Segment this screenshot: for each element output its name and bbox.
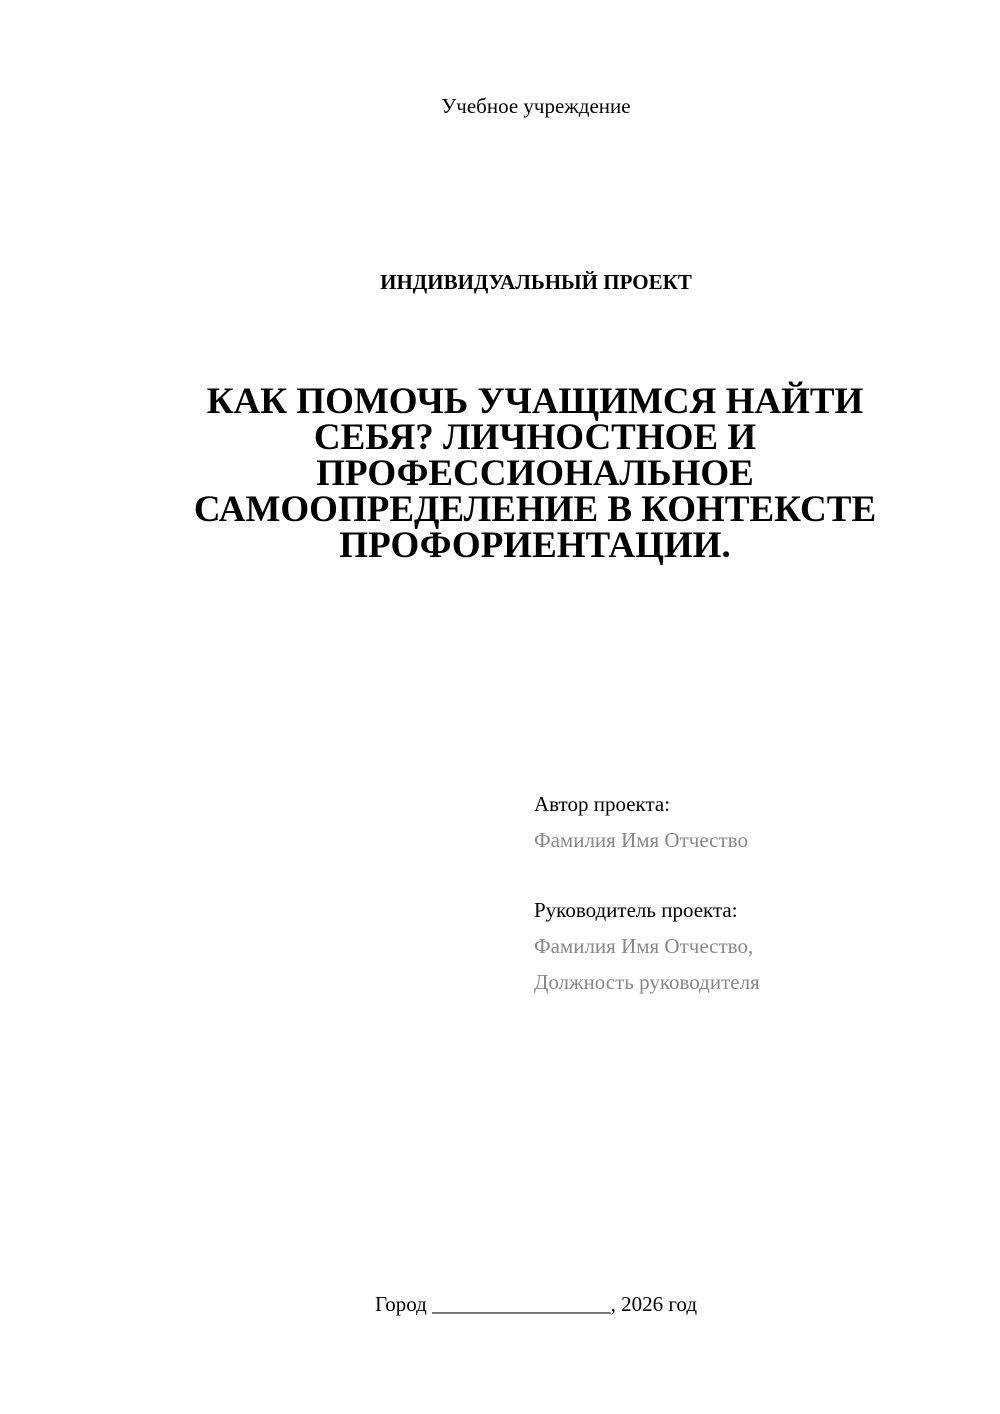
title-line: СЕБЯ? ЛИЧНОСТНОЕ И xyxy=(313,417,757,458)
title-line: САМООПРЕДЕЛЕНИЕ В КОНТЕКСТЕ xyxy=(193,489,877,530)
supervisor-label: Руководитель проекта: xyxy=(534,898,738,922)
supervisor-name: Фамилия Имя Отчество, xyxy=(534,934,754,958)
institution-name: Учебное учреждение xyxy=(441,94,631,118)
project-title xyxy=(170,381,900,566)
author-block xyxy=(534,786,974,858)
author-label: Автор проекта: xyxy=(534,792,671,816)
title-line: ПРОФОРИЕНТАЦИИ. xyxy=(339,525,731,566)
project-type: ИНДИВИДУАЛЬНЫЙ ПРОЕКТ xyxy=(380,270,692,294)
supervisor-position: Должность руководителя xyxy=(534,970,760,994)
title-line: КАК ПОМОЧЬ УЧАЩИМСЯ НАЙТИ xyxy=(206,381,864,422)
title-line: ПРОФЕССИОНАЛЬНОЕ xyxy=(316,453,754,494)
author-name: Фамилия Имя Отчество xyxy=(534,828,748,852)
city-year-line: Город _________________, 2026 год xyxy=(374,1292,698,1316)
supervisor-block xyxy=(534,892,974,1000)
